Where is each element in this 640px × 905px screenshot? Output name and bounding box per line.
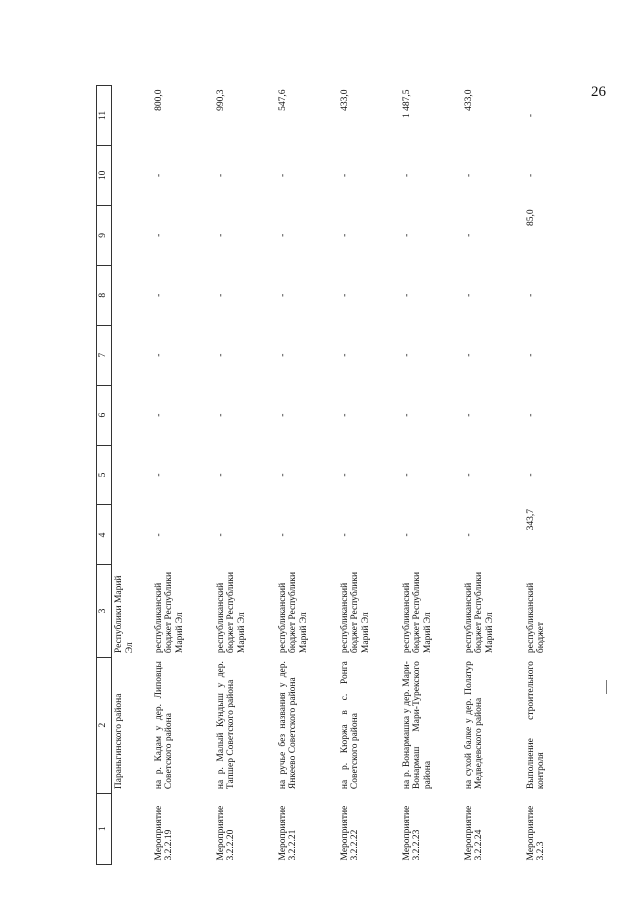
value-cell: - [153, 533, 164, 537]
value-cell [112, 145, 152, 205]
event-name-cell: на р. Вонармашка у дер. Мари-Вонармаш Мари-Турекского района [401, 661, 434, 790]
value-cell: - [277, 233, 288, 237]
event-name-cell: Выполнение строительного контроля [525, 661, 547, 790]
value-cell: - [339, 353, 350, 357]
value-cell: - [277, 293, 288, 297]
table-row [152, 86, 214, 865]
event-id-cell: Мероприятие 3.2.3 [525, 805, 547, 861]
value-cell: - [401, 473, 412, 477]
event-name-cell: на р. Кюржа в с. Ронга Советского района [339, 661, 361, 790]
value-cell: - [153, 413, 164, 417]
table-row [112, 86, 152, 865]
value-cell: - [463, 353, 474, 357]
value-cell [112, 385, 152, 445]
value-cell: - [215, 233, 226, 237]
value-cell: - [401, 353, 412, 357]
column-header: 2 [97, 657, 112, 793]
value-cell [112, 445, 152, 505]
value-cell: 800,0 [153, 89, 164, 111]
funding-source-cell: республиканский бюджет Республики Марий Эл [153, 571, 186, 654]
funding-source-cell: республиканский бюджет Республики Марий Эл [401, 571, 434, 654]
table-row [338, 86, 400, 865]
event-id-cell: Мероприятие 3.2.2.24 [463, 805, 485, 861]
table-row [214, 86, 276, 865]
value-cell: - [153, 473, 164, 477]
funding-table [96, 85, 586, 865]
value-cell: - [339, 473, 350, 477]
value-cell: - [463, 473, 474, 477]
table-row [524, 86, 586, 865]
value-cell: - [153, 353, 164, 357]
column-header: 8 [97, 265, 112, 325]
header-row [97, 86, 112, 865]
value-cell: 433,0 [463, 89, 474, 111]
value-cell: - [153, 293, 164, 297]
funding-source-cell: республиканский бюджет Республики Марий Эл [339, 571, 372, 654]
value-cell: - [339, 233, 350, 237]
column-header: 5 [97, 445, 112, 505]
value-cell [112, 86, 152, 146]
funding-source-cell: республиканский бюджет Республики Марий Эл [277, 571, 310, 654]
funding-source-cell: Республики Марий Эл [114, 575, 135, 654]
value-cell: - [463, 533, 474, 537]
value-cell: - [339, 293, 350, 297]
value-cell: - [339, 533, 350, 537]
funding-source-cell: республиканский бюджет Республики Марий Эл [463, 571, 496, 654]
value-cell: - [525, 473, 536, 477]
column-header: 1 [97, 793, 112, 864]
value-cell: - [215, 533, 226, 537]
column-header: 4 [97, 505, 112, 565]
value-cell [112, 505, 152, 565]
event-name-cell: Параньгинского района [114, 693, 124, 790]
event-name-cell: на р. Кадам у дер. Липовцы Советского района [153, 661, 175, 790]
value-cell: - [277, 413, 288, 417]
value-cell: - [153, 233, 164, 237]
event-id-cell: Мероприятие 3.2.2.19 [153, 805, 175, 861]
event-name-cell: на сухой балке у дер. Полатур Медведевского района [463, 661, 485, 790]
event-id-cell: Мероприятие 3.2.2.20 [215, 805, 237, 861]
value-cell: - [215, 413, 226, 417]
table-row [400, 86, 462, 865]
value-cell: 343,7 [525, 508, 536, 531]
value-cell: - [463, 173, 474, 177]
value-cell: - [215, 473, 226, 477]
value-cell: - [525, 293, 536, 297]
event-id-cell: Мероприятие 3.2.2.22 [339, 805, 361, 861]
value-cell: 547,6 [277, 89, 288, 111]
column-header: 3 [97, 565, 112, 657]
value-cell: 85,0 [525, 209, 536, 226]
value-cell: - [401, 533, 412, 537]
value-cell: - [277, 533, 288, 537]
funding-source-cell: республиканский бюджет Республики Марий Эл [215, 571, 248, 654]
value-cell: - [277, 353, 288, 357]
column-header: 7 [97, 325, 112, 385]
rotated-table-sheet [96, 85, 616, 865]
table-row [276, 86, 338, 865]
event-id-cell [112, 793, 152, 864]
value-cell [112, 325, 152, 385]
value-cell [112, 205, 152, 265]
value-cell: - [277, 473, 288, 477]
value-cell: - [277, 173, 288, 177]
table-row [462, 86, 524, 865]
value-cell: - [525, 173, 536, 177]
event-name-cell: на р. Малый Кундыш у дер. Тапшер Советского района [215, 661, 237, 790]
value-cell: - [525, 113, 536, 118]
value-cell [112, 265, 152, 325]
value-cell: 433,0 [339, 89, 350, 111]
value-cell: - [401, 233, 412, 237]
value-cell: 1 487,5 [401, 89, 412, 118]
value-cell: 990,3 [215, 89, 226, 111]
value-cell: - [401, 173, 412, 177]
event-id-cell: Мероприятие 3.2.2.21 [277, 805, 299, 861]
page-number: 26 [591, 84, 606, 100]
value-cell: - [525, 413, 536, 417]
value-cell: - [401, 293, 412, 297]
event-id-cell: Мероприятие 3.2.2.23 [401, 805, 423, 861]
value-cell: - [153, 173, 164, 177]
value-cell: - [525, 353, 536, 357]
value-cell: - [339, 173, 350, 177]
value-cell: - [215, 293, 226, 297]
column-header: 9 [97, 205, 112, 265]
value-cell: - [463, 413, 474, 417]
value-cell: - [463, 293, 474, 297]
funding-source-cell: республиканский бюджет [525, 582, 547, 654]
value-cell: - [215, 173, 226, 177]
column-header: 10 [97, 145, 112, 205]
value-cell: - [215, 353, 226, 357]
column-header: 6 [97, 385, 112, 445]
column-header: 11 [97, 86, 112, 146]
value-cell: - [463, 233, 474, 237]
event-name-cell: на ручье без названия у дер. Янкеево Советского района [277, 661, 299, 790]
value-cell: - [339, 413, 350, 417]
value-cell: - [401, 413, 412, 417]
